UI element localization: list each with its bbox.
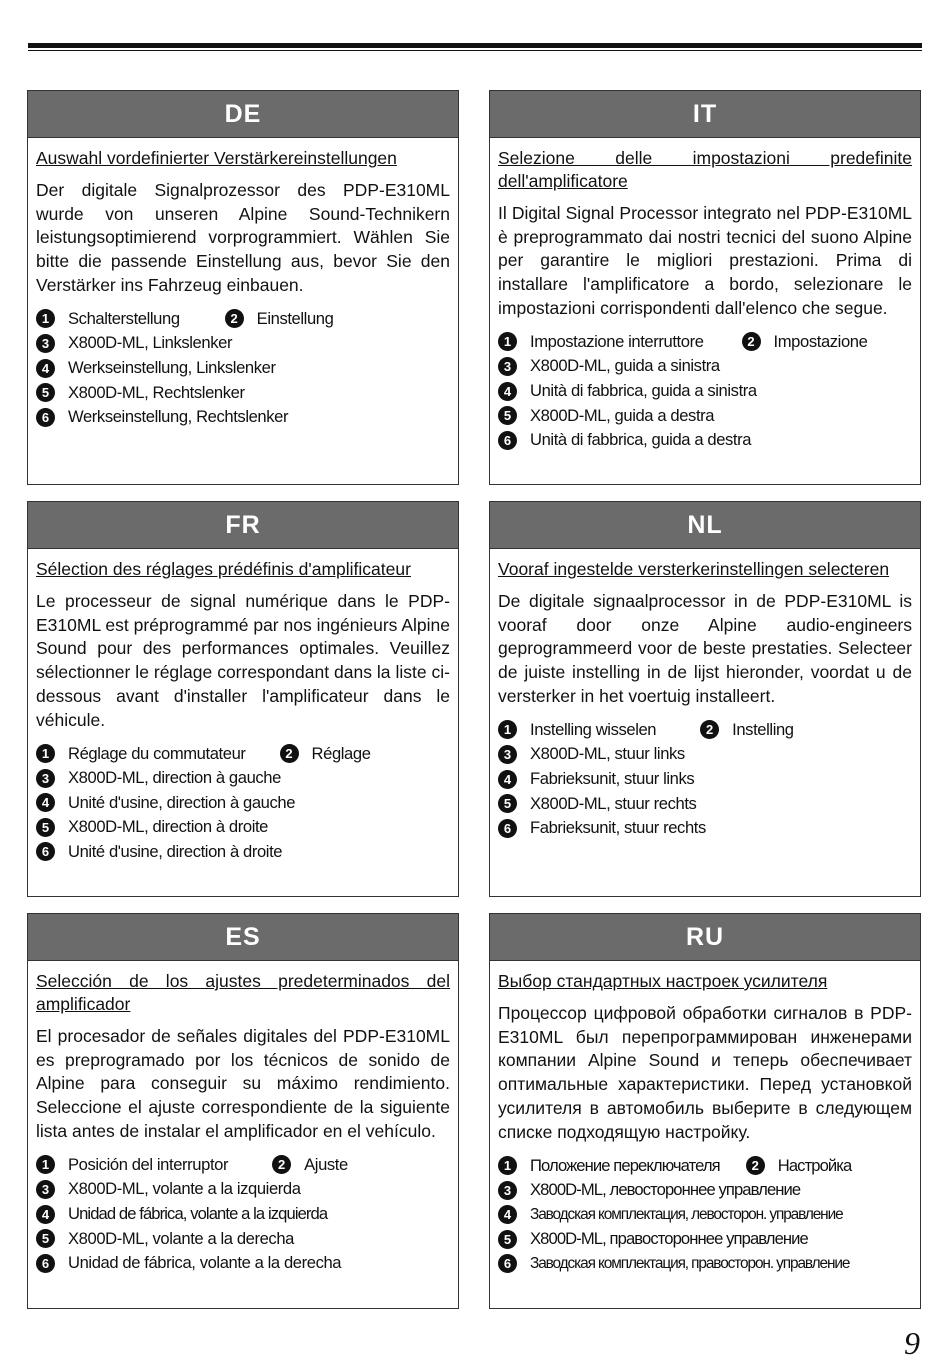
number-badge-icon: 5 [36,1229,55,1248]
section-body-nl: De digitale signaalprocessor in de PDP-E310ML is vooraf door onze Alpine audio-engineers geprogrammeerd voor de beste prestaties. Selecteer de juiste instelling in de lijst hieronder, voordat u de versterker in het voertuig installeert. [498,591,912,706]
legend-item: Unità di fabbrica, guida a destra [530,430,752,450]
number-badge-icon: 3 [498,357,517,376]
section-title-de: Auswahl vordefinierter Verstärkereinstellungen [36,148,397,168]
legend-item: Werkseinstellung, Rechtslenker [68,407,289,427]
section-nl [489,501,921,897]
legend-row [36,790,450,815]
legend-item: X800D-ML, stuur links [530,744,685,764]
number-badge-icon: 4 [498,770,517,789]
number-badge-icon: 4 [36,793,55,812]
legend-row [498,428,912,453]
legend-item: Impostazione [773,331,868,351]
legend-row [36,1153,450,1178]
legend-item: X800D-ML, direction à gauche [68,768,281,788]
number-badge-icon: 6 [498,819,517,838]
legend-row [498,354,912,379]
number-badge-icon: 5 [498,406,517,425]
number-badge-icon: 3 [36,1180,55,1199]
legend-item: Unité d'usine, direction à droite [68,841,283,861]
legend-row [36,1177,450,1202]
top-rule [28,43,922,48]
number-badge-icon: 2 [225,309,244,328]
number-badge-icon: 1 [498,332,517,351]
legend-item: X800D-ML, direction à droite [68,817,269,837]
section-body-fr: Le processeur de signal numérique dans le PDP-E310ML est préprogrammé par nos ingénieurs Alpine Sound pour des performances optimales. Veuillez sélectionner le réglage correspondant dans la liste ci-dessous avant d'installer l'amplificateur dans le véhicule. [36,591,450,730]
legend-row [36,380,450,405]
number-badge-icon: 6 [36,1254,55,1273]
legend-it [498,330,912,453]
legend-item: X800D-ML, Linkslenker [68,333,233,353]
legend-item: Unità di fabbrica, guida a sinistra [530,381,757,400]
legend-item: Заводская комплектация, правосторон. управление [530,1254,850,1272]
legend-item: Fabrieksunit, stuur rechts [530,818,706,838]
number-badge-icon: 2 [700,720,719,739]
top-rule-thin [28,50,922,51]
section-header-ru: RU [490,914,920,961]
legend-item: Réglage du commutateur [68,743,246,763]
legend-item: Заводская комплектация, левосторон. управление [530,1205,843,1223]
section-body-it: Il Digital Signal Processor integrato nel PDP-E310ML è preprogrammato dai nostri tecnici del suono Alpine per garantire le migliori prestazioni. Prima di installare l'amplificatore a bordo, selezionare le impostazioni corrispondenti dall'elenco che segue. [498,203,912,318]
legend-row [36,356,450,381]
legend-ru [498,1153,912,1276]
number-badge-icon: 6 [498,1254,517,1273]
section-it [489,90,921,485]
section-header-it: IT [490,91,920,138]
legend-es [36,1153,450,1276]
number-badge-icon: 2 [742,332,761,351]
number-badge-icon: 4 [36,359,55,378]
number-badge-icon: 5 [36,818,55,837]
legend-item: X800D-ML, guida a sinistra [530,356,720,376]
section-body-ru: Процессор цифровой обработки сигналов в PDP-E310ML был перепрограммирован инженерами компании Alpine Sound и теперь обеспечивает оптимальные характеристики. Перед установкой усилителя в автомобиль выберите в следующем списке подходящую настройку. [498,1003,912,1142]
legend-item: Unidad de fábrica, volante a la derecha [68,1253,342,1273]
number-badge-icon: 3 [498,1181,517,1200]
section-ru [489,913,921,1309]
number-badge-icon: 3 [36,334,55,353]
section-fr [27,501,459,897]
number-badge-icon: 4 [36,1205,55,1224]
legend-row [498,816,912,841]
legend-row [498,330,912,355]
section-header-de: DE [28,91,458,138]
legend-fr [36,741,450,864]
number-badge-icon: 1 [36,1155,55,1174]
legend-item: X800D-ML, Rechtslenker [68,382,245,402]
section-title-nl: Vooraf ingestelde versterkerinstellingen selecteren [498,559,890,579]
number-badge-icon: 6 [36,408,55,427]
number-badge-icon: 3 [36,769,55,788]
legend-item: X800D-ML, volante a la derecha [68,1228,294,1248]
number-badge-icon: 5 [36,383,55,402]
legend-item: Posición del interruptor [68,1154,229,1174]
number-badge-icon: 5 [498,794,517,813]
number-badge-icon: 6 [498,431,517,450]
number-badge-icon: 6 [36,842,55,861]
section-body-es: El procesador de señales digitales del PDP-E310ML es preprogramado por los técnicos de sonido de Alpine para conseguir su máximo rendimiento. Seleccione el ajuste correspondiente de la siguiente lista antes de instalar el amplificador en el vehículo. [36,1026,450,1141]
legend-item: Fabrieksunit, stuur links [530,769,695,788]
section-title-ru: Выбор стандартных настроек усилителя [498,971,828,991]
number-badge-icon: 1 [498,1156,517,1175]
page-number: 9 [904,1325,920,1361]
legend-item: X800D-ML, правостороннее управление [530,1229,808,1249]
section-header-nl: NL [490,502,920,549]
legend-de [36,307,450,430]
legend-item: Werkseinstellung, Linkslenker [68,358,276,377]
legend-item: X800D-ML, stuur rechts [530,793,697,813]
legend-row [36,1251,450,1276]
section-title-fr: Sélection des réglages prédéfinis d'amplificateur [36,559,411,579]
legend-row [36,1226,450,1251]
legend-item: Instelling wisselen [530,719,657,739]
number-badge-icon: 5 [498,1230,517,1249]
legend-item: Instelling [732,719,794,739]
legend-item: Ajuste [304,1154,348,1174]
legend-row [498,791,912,816]
number-badge-icon: 2 [746,1156,765,1175]
legend-item: X800D-ML, volante a la izquierda [68,1179,301,1199]
section-title-it: Selezione delle impostazioni predefinite dell'amplificatore [498,148,912,191]
legend-row [498,718,912,743]
legend-row [498,767,912,792]
section-title-es: Selección de los ajustes predeterminados del amplificador [36,971,450,1014]
number-badge-icon: 1 [36,309,55,328]
legend-item: Настройка [777,1155,852,1175]
section-header-fr: FR [28,502,458,549]
legend-row [36,766,450,791]
legend-row [498,1227,912,1252]
legend-item: Impostazione interruttore [530,331,704,351]
number-badge-icon: 1 [498,720,517,739]
legend-row [498,1252,912,1277]
number-badge-icon: 2 [280,744,299,763]
legend-row [36,405,450,430]
legend-row [36,815,450,840]
legend-row [498,1178,912,1203]
legend-item: Réglage [311,743,371,763]
legend-row [36,331,450,356]
legend-row [36,307,450,332]
section-body-de: Der digitale Signalprozessor des PDP-E310ML wurde von unseren Alpine Sound-Technikern leistungsoptimierend vorprogrammiert. Wählen Sie bitte die passende Einstellung aus, bevor Sie den Verstärker ins Fahrzeug einbauen. [36,180,450,295]
legend-item: Положение переключателя [530,1155,720,1175]
legend-row [36,1202,450,1227]
section-header-es: ES [28,914,458,961]
legend-item: Unité d'usine, direction à gauche [68,792,296,812]
legend-item: X800D-ML, guida a destra [530,405,715,425]
legend-nl [498,718,912,841]
number-badge-icon: 4 [498,382,517,401]
legend-item: Unidad de fábrica, volante a la izquierda [68,1204,328,1223]
legend-item: X800D-ML, левостороннее управление [530,1180,801,1200]
legend-row [498,1202,912,1227]
number-badge-icon: 1 [36,744,55,763]
legend-row [498,742,912,767]
legend-row [36,840,450,865]
legend-row [36,741,450,766]
legend-item: Einstellung [256,308,334,328]
legend-row [498,1153,912,1178]
number-badge-icon: 3 [498,745,517,764]
legend-item: Schalterstellung [68,308,180,328]
legend-row [498,403,912,428]
legend-row [498,379,912,404]
number-badge-icon: 2 [272,1155,291,1174]
section-es [27,913,459,1309]
number-badge-icon: 4 [498,1205,517,1224]
section-de [27,90,459,485]
